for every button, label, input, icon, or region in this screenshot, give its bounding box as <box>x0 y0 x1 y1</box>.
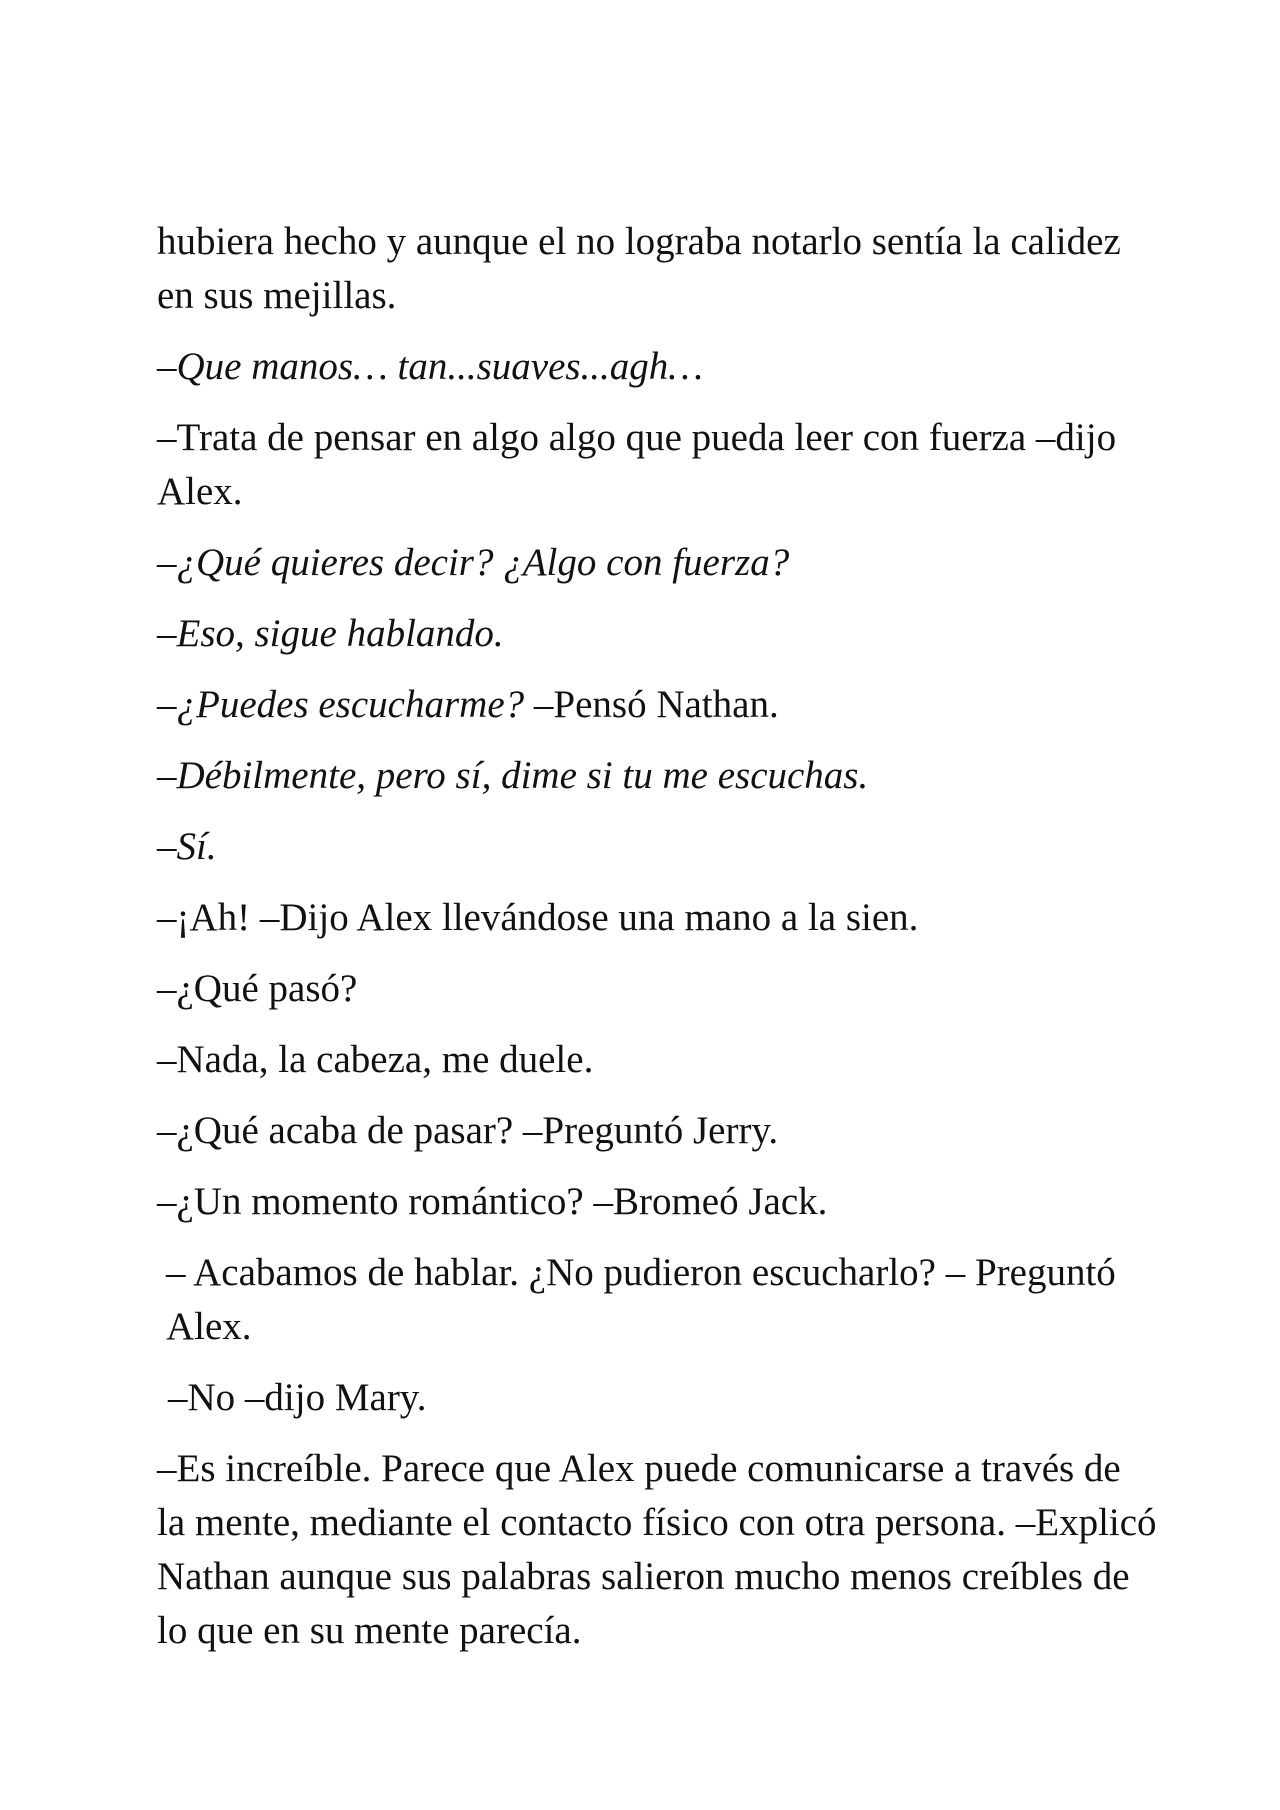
paragraph-text: –¿Qué pasó? <box>157 967 358 1010</box>
paragraph-text: –Es increíble. Parece que Alex puede comunicarse a través de la mente, mediante el contacto físico con otra persona. –Explicó Nathan aunque sus palabras salieron mucho menos creíbles de lo que en su mente parecía. <box>157 1447 1157 1652</box>
paragraph-text: –Que manos… tan...suaves...agh… <box>157 345 703 388</box>
paragraph-text: – Acabamos de hablar. ¿No pudieron escucharlo? – Preguntó Alex. <box>166 1251 1116 1348</box>
paragraph-text: –¿Un momento romántico? –Bromeó Jack. <box>157 1180 828 1223</box>
paragraph-text: –Sí. <box>157 825 217 868</box>
paragraph-11 <box>157 1033 1157 1087</box>
paragraph-text: –¿Puedes escucharme? <box>157 683 534 726</box>
paragraph-12 <box>157 1104 1157 1158</box>
paragraph-1 <box>157 215 1157 323</box>
paragraph-text: –Débilmente, pero sí, dime si tu me escuchas. <box>157 754 869 797</box>
paragraph-9 <box>157 891 1157 945</box>
paragraph-text: –Eso, sigue hablando. <box>157 612 504 655</box>
paragraph-2 <box>157 340 1157 394</box>
paragraph-8 <box>157 820 1157 874</box>
paragraph-text: –No –dijo Mary. <box>168 1376 427 1419</box>
paragraph-text: –¿Qué quieres decir? ¿Algo con fuerza? <box>157 541 790 584</box>
paragraph-6 <box>157 678 1157 732</box>
paragraph-14 <box>157 1246 1157 1354</box>
paragraph-3 <box>157 411 1157 519</box>
paragraph-5 <box>157 607 1157 661</box>
paragraph-7 <box>157 749 1157 803</box>
paragraph-text: –Nada, la cabeza, me duele. <box>157 1038 594 1081</box>
paragraph-15 <box>157 1371 1157 1425</box>
paragraph-text: –¡Ah! –Dijo Alex llevándose una mano a la sien. <box>157 896 919 939</box>
document-page <box>157 215 1157 1675</box>
paragraph-4 <box>157 536 1157 590</box>
paragraph-text: hubiera hecho y aunque el no lograba notarlo sentía la calidez en sus mejillas. <box>157 220 1121 317</box>
paragraph-10 <box>157 962 1157 1016</box>
paragraph-text: –Pensó Nathan. <box>533 683 779 726</box>
paragraph-text: –Trata de pensar en algo algo que pueda leer con fuerza –dijo Alex. <box>157 416 1117 513</box>
paragraph-16 <box>157 1442 1157 1658</box>
paragraph-13 <box>157 1175 1157 1229</box>
paragraph-text: –¿Qué acaba de pasar? –Preguntó Jerry. <box>157 1109 779 1152</box>
